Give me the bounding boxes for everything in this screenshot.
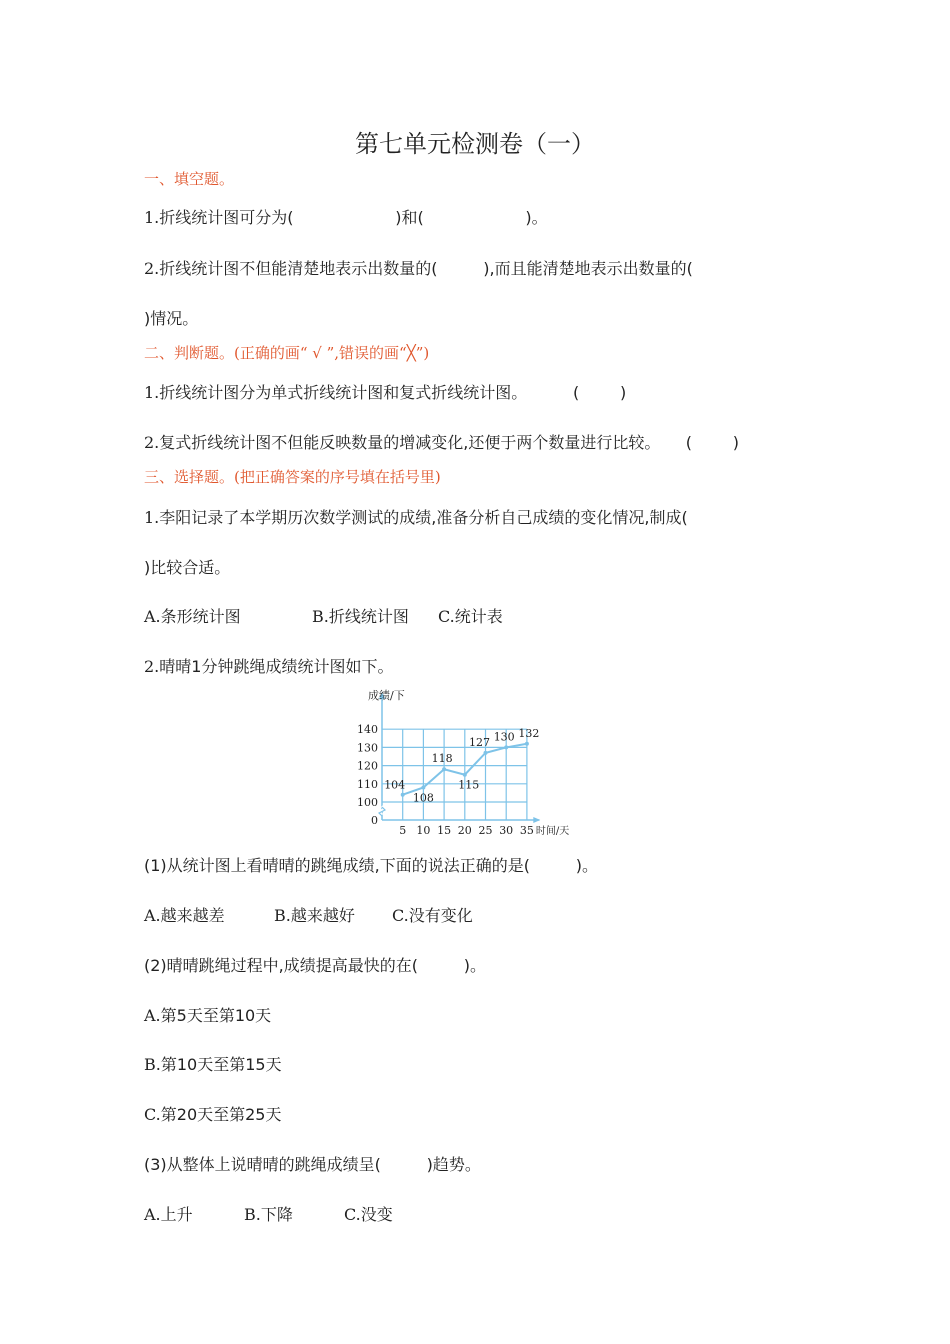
x-tick-label: 30 [499,824,514,837]
option-text: 越来越好 [290,906,355,925]
question-text: 折线统计图可分为( )和( )。 [159,208,548,227]
question-number: 2. [144,657,160,676]
question-3-1-continued: )比较合适。 [144,558,231,577]
question-number: 2. [144,433,160,452]
option-b [274,903,392,926]
data-label: 118 [431,752,453,766]
option-text: 条形统计图 [160,607,241,626]
y-tick-label: 110 [357,777,378,791]
question-3-2 [144,654,393,677]
option-letter: A. [144,607,161,626]
data-point [442,767,446,771]
y-axis-label: 成绩/下 [368,689,405,702]
question-text: 折线统计图不但能清楚地表示出数量的( ),而且能清楚地表示出数量的( [159,259,693,278]
option-letter: B. [244,1205,261,1224]
option-b [312,604,438,627]
question-3-1-options [144,604,503,627]
data-point [421,785,425,789]
option-text: 统计表 [454,607,503,626]
question-text: 晴晴1分钟跳绳成绩统计图如下。 [159,657,394,676]
option-a [144,903,274,926]
data-point [525,742,529,746]
y-tick-label: 130 [357,741,378,755]
question-number: 1. [144,208,160,227]
option-a [144,1202,244,1225]
option-text: 上升 [160,1205,193,1224]
x-tick-label: 5 [399,824,407,837]
option-c [344,1202,393,1225]
data-label: 130 [493,730,515,744]
y-tick-label: 100 [357,796,378,809]
question-3-2-sub3-options [144,1202,393,1225]
option-text: 第20天至第25天 [160,1105,282,1124]
data-label: 108 [412,791,434,805]
question-number: 1. [144,508,160,527]
option-letter: B. [144,1055,161,1074]
section-heading-fill-blank: 一、填空题。 [144,170,235,188]
option-text: 下降 [260,1205,293,1224]
x-tick-label: 20 [457,824,472,837]
data-point [401,793,405,797]
question-1-1 [144,205,548,228]
data-point [504,745,508,749]
question-3-1 [144,505,688,528]
option-letter: C. [144,1105,161,1124]
question-text: 李阳记录了本学期历次数学测试的成绩,准备分析自己成绩的变化情况,制成( [159,508,688,527]
x-axis-label: 时间/天 [535,826,570,837]
question-text: 复式折线统计图不但能反映数量的增减变化,还便于两个数量进行比较。 ( ) [159,433,739,452]
option-letter: C. [392,906,409,925]
y-tick-label: 140 [357,723,378,737]
question-1-2-continued: )情况。 [144,309,199,328]
x-tick-label: 25 [478,824,493,837]
option-letter: A. [144,1205,161,1224]
data-label: 115 [458,778,480,792]
option-letter: B. [312,607,329,626]
page-title: 第七单元检测卷（一） [355,130,595,158]
question-3-2-sub3: (3)从整体上说晴晴的跳绳成绩呈( )趋势。 [144,1155,481,1174]
option-text: 没变 [360,1205,393,1224]
option-text: 折线统计图 [328,607,409,626]
option-c [392,903,473,926]
data-point [463,773,467,777]
option-text: 第5天至第10天 [160,1006,272,1025]
question-3-2-sub2-option-a [144,1003,271,1026]
jump-rope-line-chart [354,684,594,840]
option-letter: C. [438,607,455,626]
data-point [484,751,488,755]
option-text: 没有变化 [408,906,473,925]
question-3-2-sub2-option-c [144,1102,282,1125]
x-tick-label: 35 [519,824,534,837]
option-a [144,604,312,627]
option-letter: B. [274,906,291,925]
option-letter: A. [144,906,161,925]
option-b [244,1202,344,1225]
section-heading-multiple-choice: 三、选择题。(把正确答案的序号填在括号里) [144,468,441,486]
y-tick-label: 0 [371,814,378,827]
x-tick-label: 10 [416,824,431,837]
question-number: 2. [144,259,160,278]
section-heading-true-false: 二、判断题。(正确的画“ √ ”,错误的画“╳”) [144,344,430,362]
data-label: 127 [469,735,490,749]
option-c [438,604,503,627]
chart-svg [354,684,594,840]
data-label: 132 [518,726,540,740]
question-3-2-sub2: (2)晴晴跳绳过程中,成绩提高最快的在( )。 [144,956,487,975]
data-label: 104 [384,778,406,792]
question-2-1 [144,380,626,403]
y-tick-label: 120 [357,759,378,773]
question-number: 1. [144,383,160,402]
question-text: 折线统计图分为单式折线统计图和复式折线统计图。 ( ) [159,383,627,402]
option-letter: A. [144,1006,161,1025]
option-letter: C. [344,1205,361,1224]
question-3-2-sub2-option-b [144,1052,282,1075]
question-2-2 [144,430,739,453]
question-1-2 [144,256,693,279]
question-3-2-sub1-options [144,903,473,926]
option-text: 越来越差 [160,906,225,925]
question-3-2-sub1: (1)从统计图上看晴晴的跳绳成绩,下面的说法正确的是( )。 [144,856,599,875]
option-text: 第10天至第15天 [160,1055,282,1074]
x-axis-arrow [533,817,540,823]
x-tick-label: 15 [437,824,452,837]
